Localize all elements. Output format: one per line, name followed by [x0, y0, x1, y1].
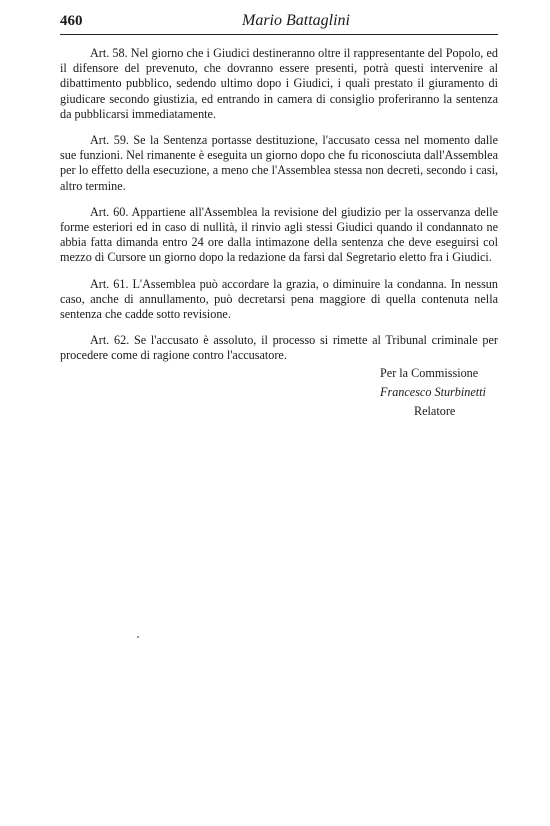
- running-title: Mario Battaglini: [242, 12, 350, 29]
- signature-role: Relatore: [414, 404, 456, 418]
- page-number: 460: [60, 13, 83, 29]
- page-header: [60, 10, 498, 36]
- signature-commission: Per la Commissione: [380, 366, 479, 380]
- article-60: Art. 60. Appartiene all'Assemblea la revisione del giudizio per la osservanza delle forme esteriori ed in caso di nullità, il rinvio agli stessi Giudici quando il condannato ne abbia fatta dimanda entro 24 ore dalla intimazone della sentenza che deve eseguirsi col mezzo di Cursore un giorno dopo la redazione da farsi dal Segretario eletto fra i Giudici.: [60, 204, 498, 265]
- body-text: [60, 46, 498, 375]
- stray-mark: [137, 636, 139, 638]
- article-58: Art. 58. Nel giorno che i Giudici destineranno oltre il rappresentante del Popolo, ed il difensore del prevenuto, che dovranno essere presenti, potrà questi intervenire al dibattimento pubblico, sedendo ultimo dopo i Giudici, i quali prestato il giuramento di giudicare secondo giustizia, ed entrando in camera di consiglio proferiranno la sentenza da pubblicarsi immediatamente.: [60, 46, 498, 121]
- article-61: Art. 61. L'Assemblea può accordare la grazia, o diminuire la condanna. In nessun caso, anche di annullamento, può decretarsi pena maggiore di quella contenuta nella sentenza che cadde sotto revisione.: [60, 276, 498, 322]
- article-59: Art. 59. Se la Sentenza portasse destituzione, l'accusato cessa nel momento dalle sue funzioni. Nel rimanente è eseguita un giorno dopo che fu riconosciuta dall'Assemblea per lo effetto della esecuzione, a meno che l'Assemblea stessa non decreti, secondo i casi, altro termine.: [60, 133, 498, 193]
- signature-block: [370, 364, 520, 421]
- signature-name: Francesco Sturbinetti: [380, 385, 486, 399]
- header-rule: [60, 34, 498, 35]
- article-62: Art. 62. Se l'accusato è assoluto, il processo si rimette al Tribunal criminale per procedere come di ragione contro l'accusatore.: [60, 333, 498, 363]
